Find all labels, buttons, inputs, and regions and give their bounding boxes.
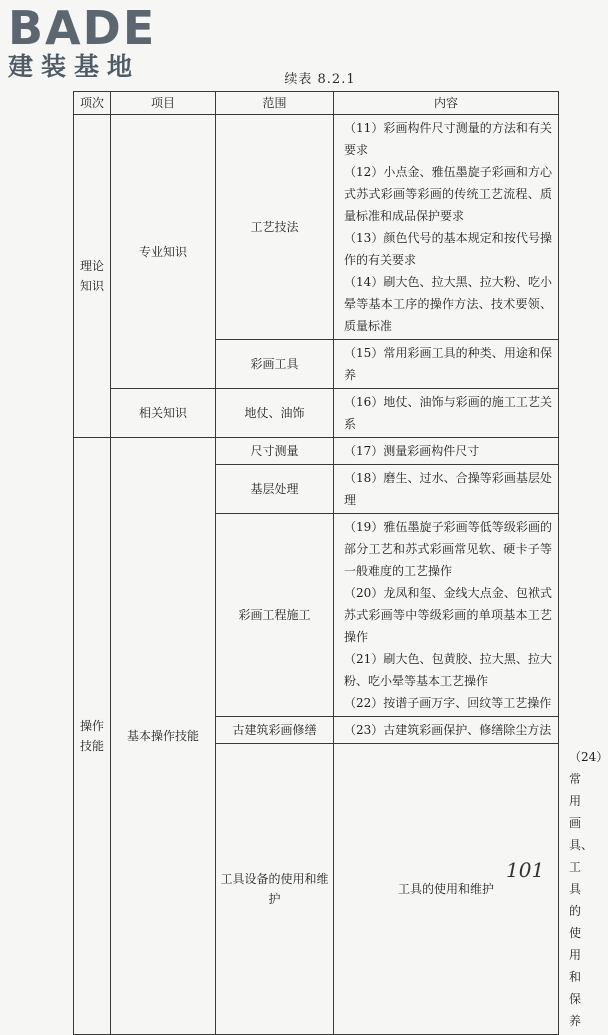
content-item-16: （16）地仗、油饰与彩画的施工工艺关系 xyxy=(344,395,552,431)
content-item-21: （21）刷大色、包黄胶、拉大黑、拉大粉、吃小晕等基本工艺操作 xyxy=(344,652,552,688)
item-related: 相关知识 xyxy=(111,389,216,438)
table-row xyxy=(74,438,559,465)
item-basic-skill: 基本操作技能 xyxy=(111,438,216,1035)
standards-table xyxy=(73,91,608,1035)
content-item-19: （19）雅伍墨旋子彩画等低等级彩画的部分工艺和苏式彩画常见软、硬卡子等一般难度的工艺操作 xyxy=(344,520,552,578)
category-theory: 理论知识 xyxy=(74,115,111,438)
scope-construction: 彩画工程施工 xyxy=(216,514,334,717)
item-tool-equipment: 工具设备的使用和维护 xyxy=(216,744,334,1035)
content-cell xyxy=(334,717,559,744)
content-item-20: （20）龙凤和玺、金线大点金、包袱式苏式彩画等中等级彩画的单项基本工艺操作 xyxy=(344,586,552,644)
content-cell xyxy=(334,465,559,514)
logo-wordmark: BADE xyxy=(8,1,157,55)
category-skill: 操作技能 xyxy=(74,438,111,1035)
scope-ground-lacquer: 地仗、油饰 xyxy=(216,389,334,438)
table-header-row xyxy=(74,92,559,115)
table-caption xyxy=(0,68,600,87)
table-row: 工具设备的使用和维护 工具的使用和维护 （24）常用画具、工具的使用和保养 xyxy=(74,744,559,1035)
content-item-22: （22）按谱子画万字、回纹等工艺操作 xyxy=(344,696,552,710)
content-cell xyxy=(334,115,559,340)
content-cell xyxy=(334,389,559,438)
scope-measure: 尺寸测量 xyxy=(216,438,334,465)
scope-restoration: 古建筑彩画修缮 xyxy=(216,717,334,744)
content-item-11: （11）彩画构件尺寸测量的方法和有关要求 xyxy=(344,121,552,157)
content-item-15: （15）常用彩画工具的种类、用途和保养 xyxy=(344,346,552,382)
scope-craft: 工艺技法 xyxy=(216,115,334,340)
table-title: 续表 8.2.1 xyxy=(284,72,356,87)
content-item-23: （23）古建筑彩画保护、修缮除尘方法 xyxy=(344,723,552,737)
scope-base-treatment: 基层处理 xyxy=(216,465,334,514)
item-professional: 专业知识 xyxy=(111,115,216,389)
content-cell xyxy=(334,340,559,389)
header-content: 内容 xyxy=(334,92,559,115)
scope-tool-use: 工具的使用和维护 xyxy=(334,744,559,1035)
page-number: 101 xyxy=(506,858,545,882)
content-item-18: （18）磨生、过水、合操等彩画基层处理 xyxy=(344,471,552,507)
logo-subtitle: 建装基地 xyxy=(8,52,141,81)
table-row xyxy=(74,115,559,340)
header-scope: 范围 xyxy=(216,92,334,115)
header-item: 项目 xyxy=(111,92,216,115)
scope-painting-tools: 彩画工具 xyxy=(216,340,334,389)
content-cell xyxy=(334,514,559,717)
content-item-17: （17）测量彩画构件尺寸 xyxy=(344,444,480,458)
content-item-13: （13）颜色代号的基本规定和按代号操作的有关要求 xyxy=(344,231,552,267)
header-item-no: 项次 xyxy=(74,92,111,115)
content-cell xyxy=(334,438,559,465)
content-item-14: （14）刷大色、拉大黑、拉大粉、吃小晕等基本工序的操作方法、技术要领、质量标准 xyxy=(344,275,552,333)
table-row xyxy=(74,389,559,438)
content-item-12: （12）小点金、雅伍墨旋子彩画和方心式苏式彩画等彩画的传统工艺流程、质量标准和成品保护要求 xyxy=(344,165,552,223)
